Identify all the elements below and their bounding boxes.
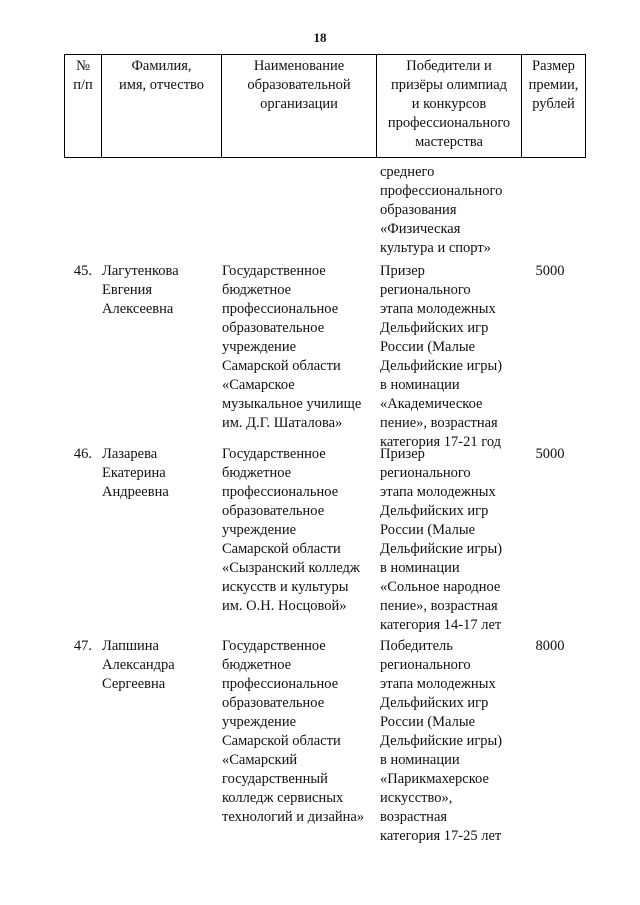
row-name: Лапшина Александра Сергеевна — [102, 638, 175, 692]
header-name: Фамилия, имя, отчество — [102, 55, 222, 158]
row-organization: Государственное бюджетное профессиональное образовательное учреждение Самарской области «Самарский государственный колледж сервисных технологий и дизайна» — [222, 638, 365, 825]
header-prize: Размер премии, рублей — [522, 55, 586, 158]
table-header — [64, 54, 586, 158]
row-achievement: Призер регионального этапа молодежных Дельфийских игр России (Малые Дельфийские игры) в номинации «Сольное народное пение», возрастная категория 14-17 лет — [380, 446, 503, 633]
header-achievement: Победители и призёры олимпиад и конкурсов профессионального мастерства — [377, 55, 522, 158]
row-achievement: Победитель регионального этапа молодежных Дельфийских игр России (Малые Дельфийские игры) в номинации «Парикмахерское искусство», возрастная категория 17-25 лет — [380, 638, 503, 844]
row-number: 46. — [73, 446, 92, 462]
header-row — [65, 55, 586, 158]
continuation-achievement: среднего профессионального образования «Физическая культура и спорт» — [380, 164, 503, 256]
row-organization: Государственное бюджетное профессиональное образовательное учреждение Самарской области «Самарское музыкальное училище им. Д.Г. Шаталова» — [222, 263, 362, 431]
header-number: № п/п — [65, 55, 102, 158]
row-prize: 5000 — [535, 446, 565, 462]
page-number: 18 — [313, 30, 327, 45]
row-name: Лагутенкова Евгения Алексеевна — [102, 263, 179, 317]
row-prize: 8000 — [535, 638, 565, 654]
row-achievement: Призер регионального этапа молодежных Дельфийских игр России (Малые Дельфийские игры) в номинации «Академическое пение», возрастная категория 17-21 год — [380, 263, 503, 450]
header-organization: Наименование образовательной организации — [222, 55, 377, 158]
row-prize: 5000 — [535, 263, 565, 279]
row-organization: Государственное бюджетное профессиональное образовательное учреждение Самарской области «Сызранский колледж искусств и культуры им. О.Н. Носцовой» — [222, 446, 360, 614]
row-number: 47. — [73, 638, 92, 654]
row-name: Лазарева Екатерина Андреевна — [102, 446, 169, 500]
row-number: 45. — [73, 263, 92, 279]
